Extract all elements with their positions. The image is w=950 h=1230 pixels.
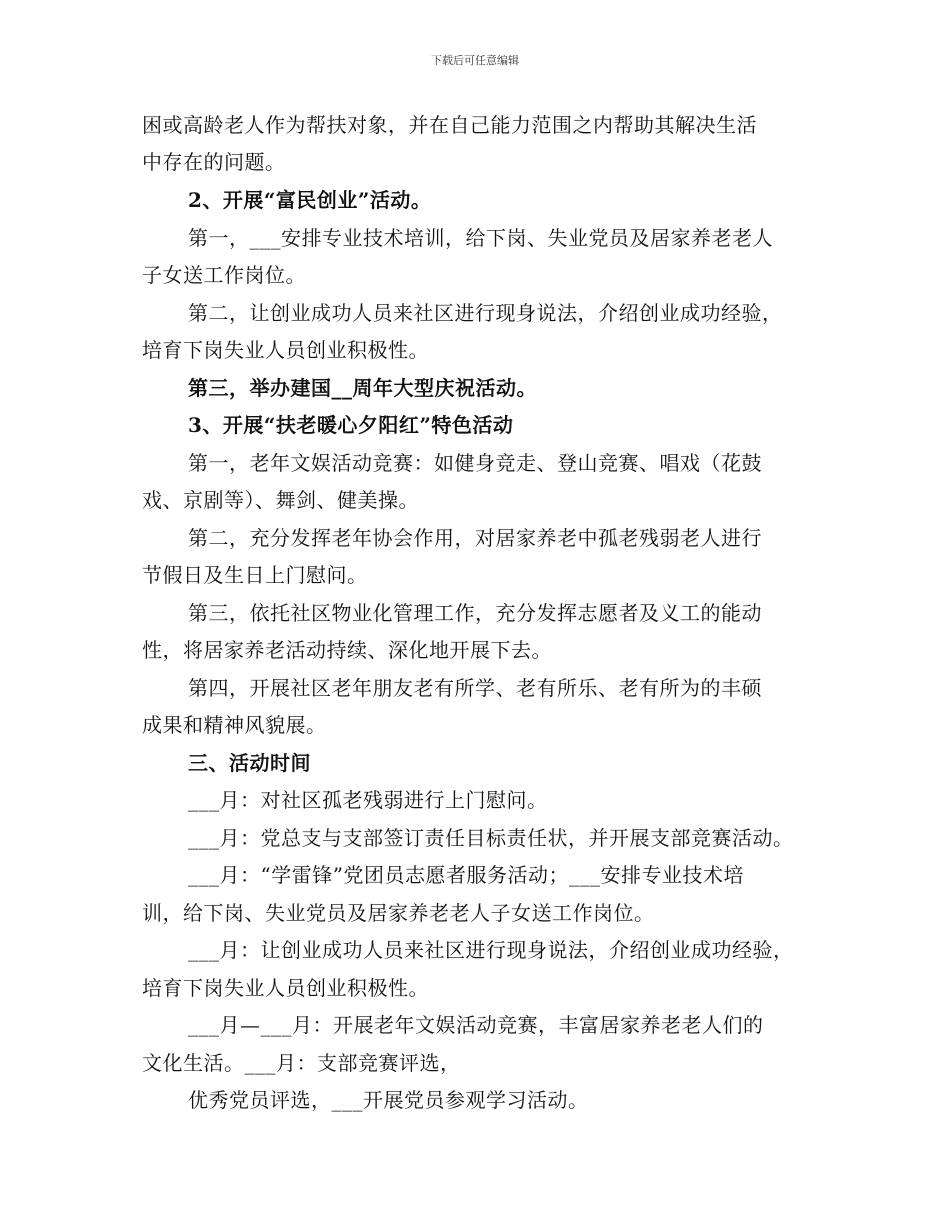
text-line: 子女送工作岗位。 [142,263,306,287]
text-line: ___月：对社区孤老残弱进行上门慰问。 [188,788,548,812]
section-heading: 2、开展“富民创业”活动。 [188,188,432,212]
text-line: 第二，让创业成功人员来社区进行现身说法，介绍创业成功经验， [188,301,783,325]
text-line: 训，给下岗、失业党员及居家养老老人子女送工作岗位。 [142,901,655,925]
text-line: 第一，___安排专业技术培训，给下岗、失业党员及居家养老老人 [188,226,773,250]
text-line: 第一，老年文娱活动竞赛：如健身竞走、登山竞赛、唱戏（花鼓 [188,451,762,475]
text-line: 第三，依托社区物业化管理工作，充分发挥志愿者及义工的能动 [188,601,762,625]
section-heading: 三、活动时间 [188,751,311,775]
text-line: ___月：让创业成功人员来社区进行现身说法，介绍创业成功经验， [188,938,794,962]
text-line: 性，将居家养老活动持续、深化地开展下去。 [142,638,552,662]
text-line: 培育下岗失业人员创业积极性。 [142,976,429,1000]
text-line: 文化生活。___月：支部竞赛评选， [142,1051,461,1075]
bold-line: 第三，举办建国__周年大型庆祝活动。 [188,376,537,400]
text-line: ___月：“学雷锋”党团员志愿者服务活动；___安排专业技术培 [188,863,744,887]
text-line: 戏、京剧等）、舞剑、健美操。 [142,488,419,512]
text-line: 培育下岗失业人员创业积极性。 [142,338,429,362]
page-header: 下载后可任意编辑 [431,54,519,67]
text-line: 节假日及生日上门慰问。 [142,563,368,587]
text-line: 第二，充分发挥老年协会作用，对居家养老中孤老残弱老人进行 [188,526,762,550]
text-line: 困或高龄老人作为帮扶对象，并在自己能力范围之内帮助其解决生活 [142,113,757,137]
text-line: 第四，开展社区老年朋友老有所学、老有所乐、老有所为的丰硕 [188,676,762,700]
section-heading: 3、开展“扶老暖心夕阳红”特色活动 [188,413,514,437]
text-line: 中存在的问题。 [142,150,286,174]
text-line: ___月—___月：开展老年文娱活动竞赛，丰富居家养老老人们的 [188,1013,764,1037]
text-line: 成果和精神风貌展。 [142,713,327,737]
text-line: 优秀党员评选，___开展党员参观学习活动。 [188,1088,589,1112]
text-line: ___月：党总支与支部签订责任目标责任状，并开展支部竞赛活动。 [188,826,794,850]
